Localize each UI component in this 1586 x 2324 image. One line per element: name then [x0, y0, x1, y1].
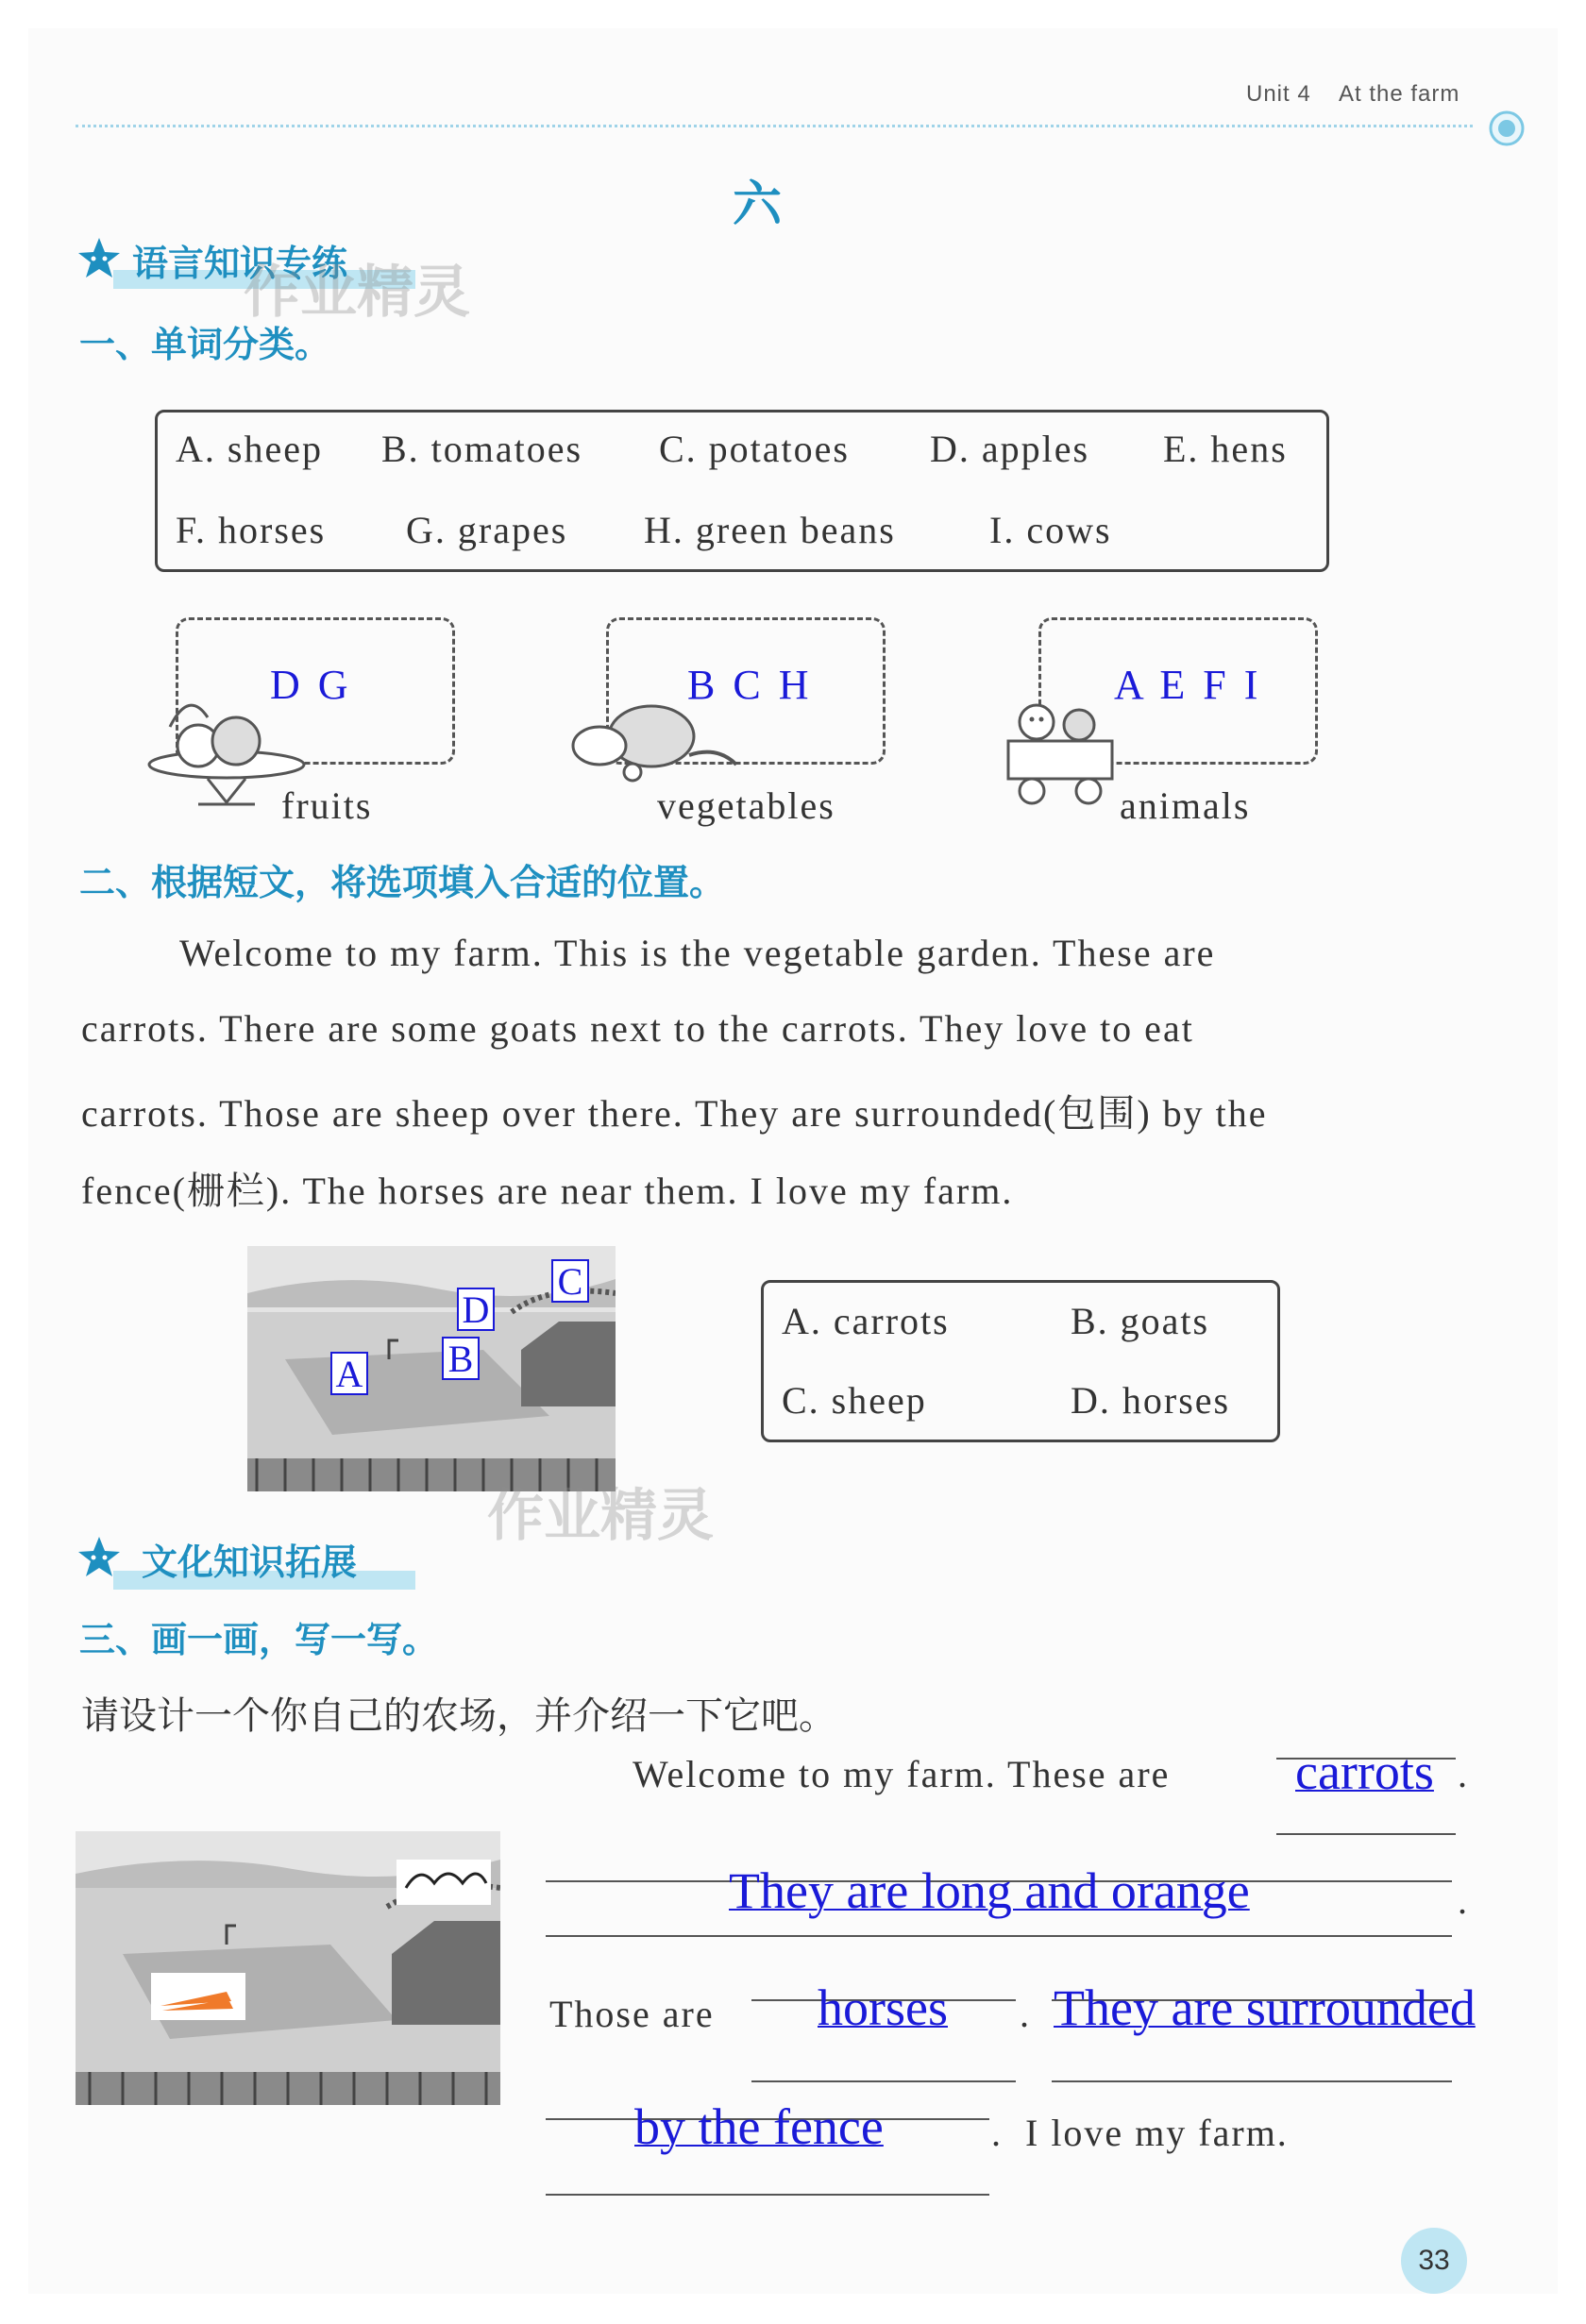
line4-bottom-rule: [546, 2194, 989, 2196]
line2-bottom-rule: [546, 1935, 1452, 1937]
my-farm-drawing: [76, 1831, 500, 2105]
passage-line-1: Welcome to my farm. This is the vegetable garden. These are: [179, 932, 1216, 974]
word-f: F. horses: [176, 509, 327, 551]
line3-answer[interactable]: horses: [818, 1979, 948, 2036]
line1-answer[interactable]: carrots: [1295, 1743, 1434, 1800]
word-a: A. sheep: [176, 428, 323, 470]
task3-instruction: 请设计一个你自己的农场，并介绍一下它吧。: [81, 1694, 836, 1738]
word-d: D. apples: [930, 428, 1090, 470]
lesson-number: 六: [733, 177, 783, 233]
line2-answer[interactable]: They are long and orange: [729, 1862, 1250, 1919]
animals-answer: A E F I: [1114, 662, 1262, 708]
header-circle-icon: [1488, 109, 1526, 147]
fruits-label: fruits: [281, 784, 373, 827]
word-i: I. cows: [989, 509, 1112, 551]
vegetables-icon: [566, 699, 755, 783]
line4-period: .: [991, 2112, 1003, 2154]
word-g: G. grapes: [406, 509, 568, 551]
line3b-bottom-rule: [1052, 2080, 1452, 2082]
passage-line-3: carrots. Those are sheep over there. They are surrounded(包围) by the: [81, 1092, 1268, 1135]
line1-bottom-rule: [1276, 1833, 1456, 1835]
page-number: 33: [1401, 2228, 1467, 2294]
task1-title: 一、单词分类。: [79, 324, 331, 365]
watermark-middle: 作业精灵: [487, 1483, 714, 1549]
vegetables-answer: B C H: [687, 662, 813, 708]
animals-label: animals: [1120, 784, 1251, 827]
watermark-top: 作业精灵: [244, 260, 470, 326]
word-e: E. hens: [1163, 428, 1288, 470]
line4-answer[interactable]: by the fence: [634, 2098, 884, 2155]
option-a: A. carrots: [782, 1300, 950, 1342]
tag-b: B: [442, 1337, 480, 1380]
section1-heading: 语言知识专练: [132, 243, 348, 284]
task3-title: 三、画一画，写一写。: [79, 1619, 439, 1660]
header-unit: Unit 4: [1246, 81, 1311, 107]
header-title: At the farm: [1339, 81, 1460, 107]
task2-title: 二、根据短文，将选项填入合适的位置。: [79, 862, 726, 903]
passage-line-2: carrots. There are some goats next to the carrots. They love to eat: [81, 1007, 1194, 1050]
tag-d: D: [457, 1288, 495, 1331]
star-icon: [77, 236, 121, 279]
line1-period: .: [1458, 1753, 1469, 1795]
line3-answer-2[interactable]: They are surrounded: [1054, 1979, 1476, 2036]
star-icon: [77, 1535, 121, 1578]
line3-period: .: [1020, 1993, 1031, 2035]
option-b: B. goats: [1071, 1300, 1210, 1342]
passage-line-4: fence(栅栏). The horses are near them. I love my farm.: [81, 1170, 1014, 1212]
fruits-answer: D G: [270, 662, 352, 708]
header-divider: [76, 125, 1473, 127]
option-d: D. horses: [1071, 1379, 1231, 1422]
word-c: C. potatoes: [659, 428, 850, 470]
line4-suffix: I love my farm.: [1025, 2112, 1289, 2154]
option-c: C. sheep: [782, 1379, 927, 1422]
word-h: H. green beans: [644, 509, 896, 551]
section2-heading: 文化知识拓展: [142, 1541, 358, 1583]
line2-period: .: [1458, 1879, 1469, 1922]
tag-a: A: [330, 1352, 368, 1395]
animal-cart-icon: [999, 689, 1131, 812]
line3-prefix: Those are: [549, 1993, 715, 2035]
line1-prefix: Welcome to my farm. These are: [633, 1753, 1171, 1795]
tag-c: C: [551, 1259, 589, 1303]
vegetables-label: vegetables: [657, 784, 835, 827]
line3-bottom-rule: [751, 2080, 1016, 2082]
word-b: B. tomatoes: [381, 428, 583, 470]
